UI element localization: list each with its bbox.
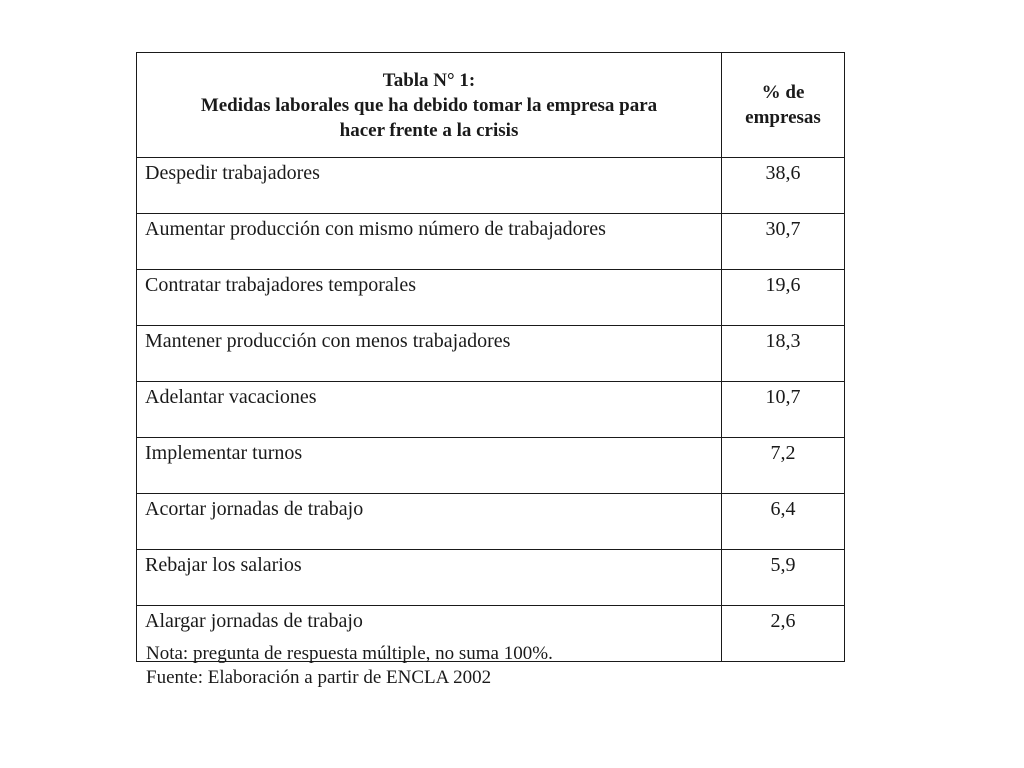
table-row bbox=[137, 438, 845, 494]
header-percent-cell bbox=[722, 53, 845, 158]
table-title: Tabla N° 1: bbox=[382, 69, 476, 91]
row-measure-cell: Alargar jornadas de trabajo bbox=[137, 606, 722, 662]
header-percent-line2: empresas bbox=[745, 107, 821, 128]
row-measure-cell: Despedir trabajadores bbox=[137, 158, 722, 214]
row-measure-cell: Implementar turnos bbox=[137, 438, 722, 494]
source-text: Fuente: Elaboración a partir de ENCLA 2002 bbox=[146, 667, 492, 688]
row-percent-cell: 5,9 bbox=[722, 550, 845, 606]
row-measure-cell: Contratar trabajadores temporales bbox=[137, 270, 722, 326]
row-measure-cell: Aumentar producción con mismo número de trabajadores bbox=[137, 214, 722, 270]
table-row bbox=[137, 494, 845, 550]
header-measure-cell bbox=[137, 53, 722, 158]
row-measure-cell: Adelantar vacaciones bbox=[137, 382, 722, 438]
table-row bbox=[137, 550, 845, 606]
table-row bbox=[137, 382, 845, 438]
row-percent-cell: 30,7 bbox=[722, 214, 845, 270]
table-row bbox=[137, 158, 845, 214]
row-percent-cell: 38,6 bbox=[722, 158, 845, 214]
row-percent-cell: 18,3 bbox=[722, 326, 845, 382]
row-percent-cell: 6,4 bbox=[722, 494, 845, 550]
row-measure-cell: Mantener producción con menos trabajadores bbox=[137, 326, 722, 382]
note-text: Nota: pregunta de respuesta múltiple, no suma 100%. bbox=[146, 643, 553, 664]
table-footnotes bbox=[146, 642, 553, 690]
row-percent-cell: 19,6 bbox=[722, 270, 845, 326]
labor-measures-table bbox=[136, 52, 845, 662]
table-subtitle-line1: Medidas laborales que ha debido tomar la empresa para bbox=[200, 94, 658, 116]
table-row bbox=[137, 214, 845, 270]
row-measure-cell: Acortar jornadas de trabajo bbox=[137, 494, 722, 550]
table-subtitle-line2: hacer frente a la crisis bbox=[339, 119, 519, 141]
row-percent-cell: 7,2 bbox=[722, 438, 845, 494]
header-percent-line1: % de bbox=[761, 82, 805, 103]
row-measure-cell: Rebajar los salarios bbox=[137, 550, 722, 606]
table-header-row bbox=[137, 53, 845, 158]
table-row bbox=[137, 270, 845, 326]
row-percent-cell: 10,7 bbox=[722, 382, 845, 438]
table-row bbox=[137, 326, 845, 382]
row-percent-cell: 2,6 bbox=[722, 606, 845, 662]
